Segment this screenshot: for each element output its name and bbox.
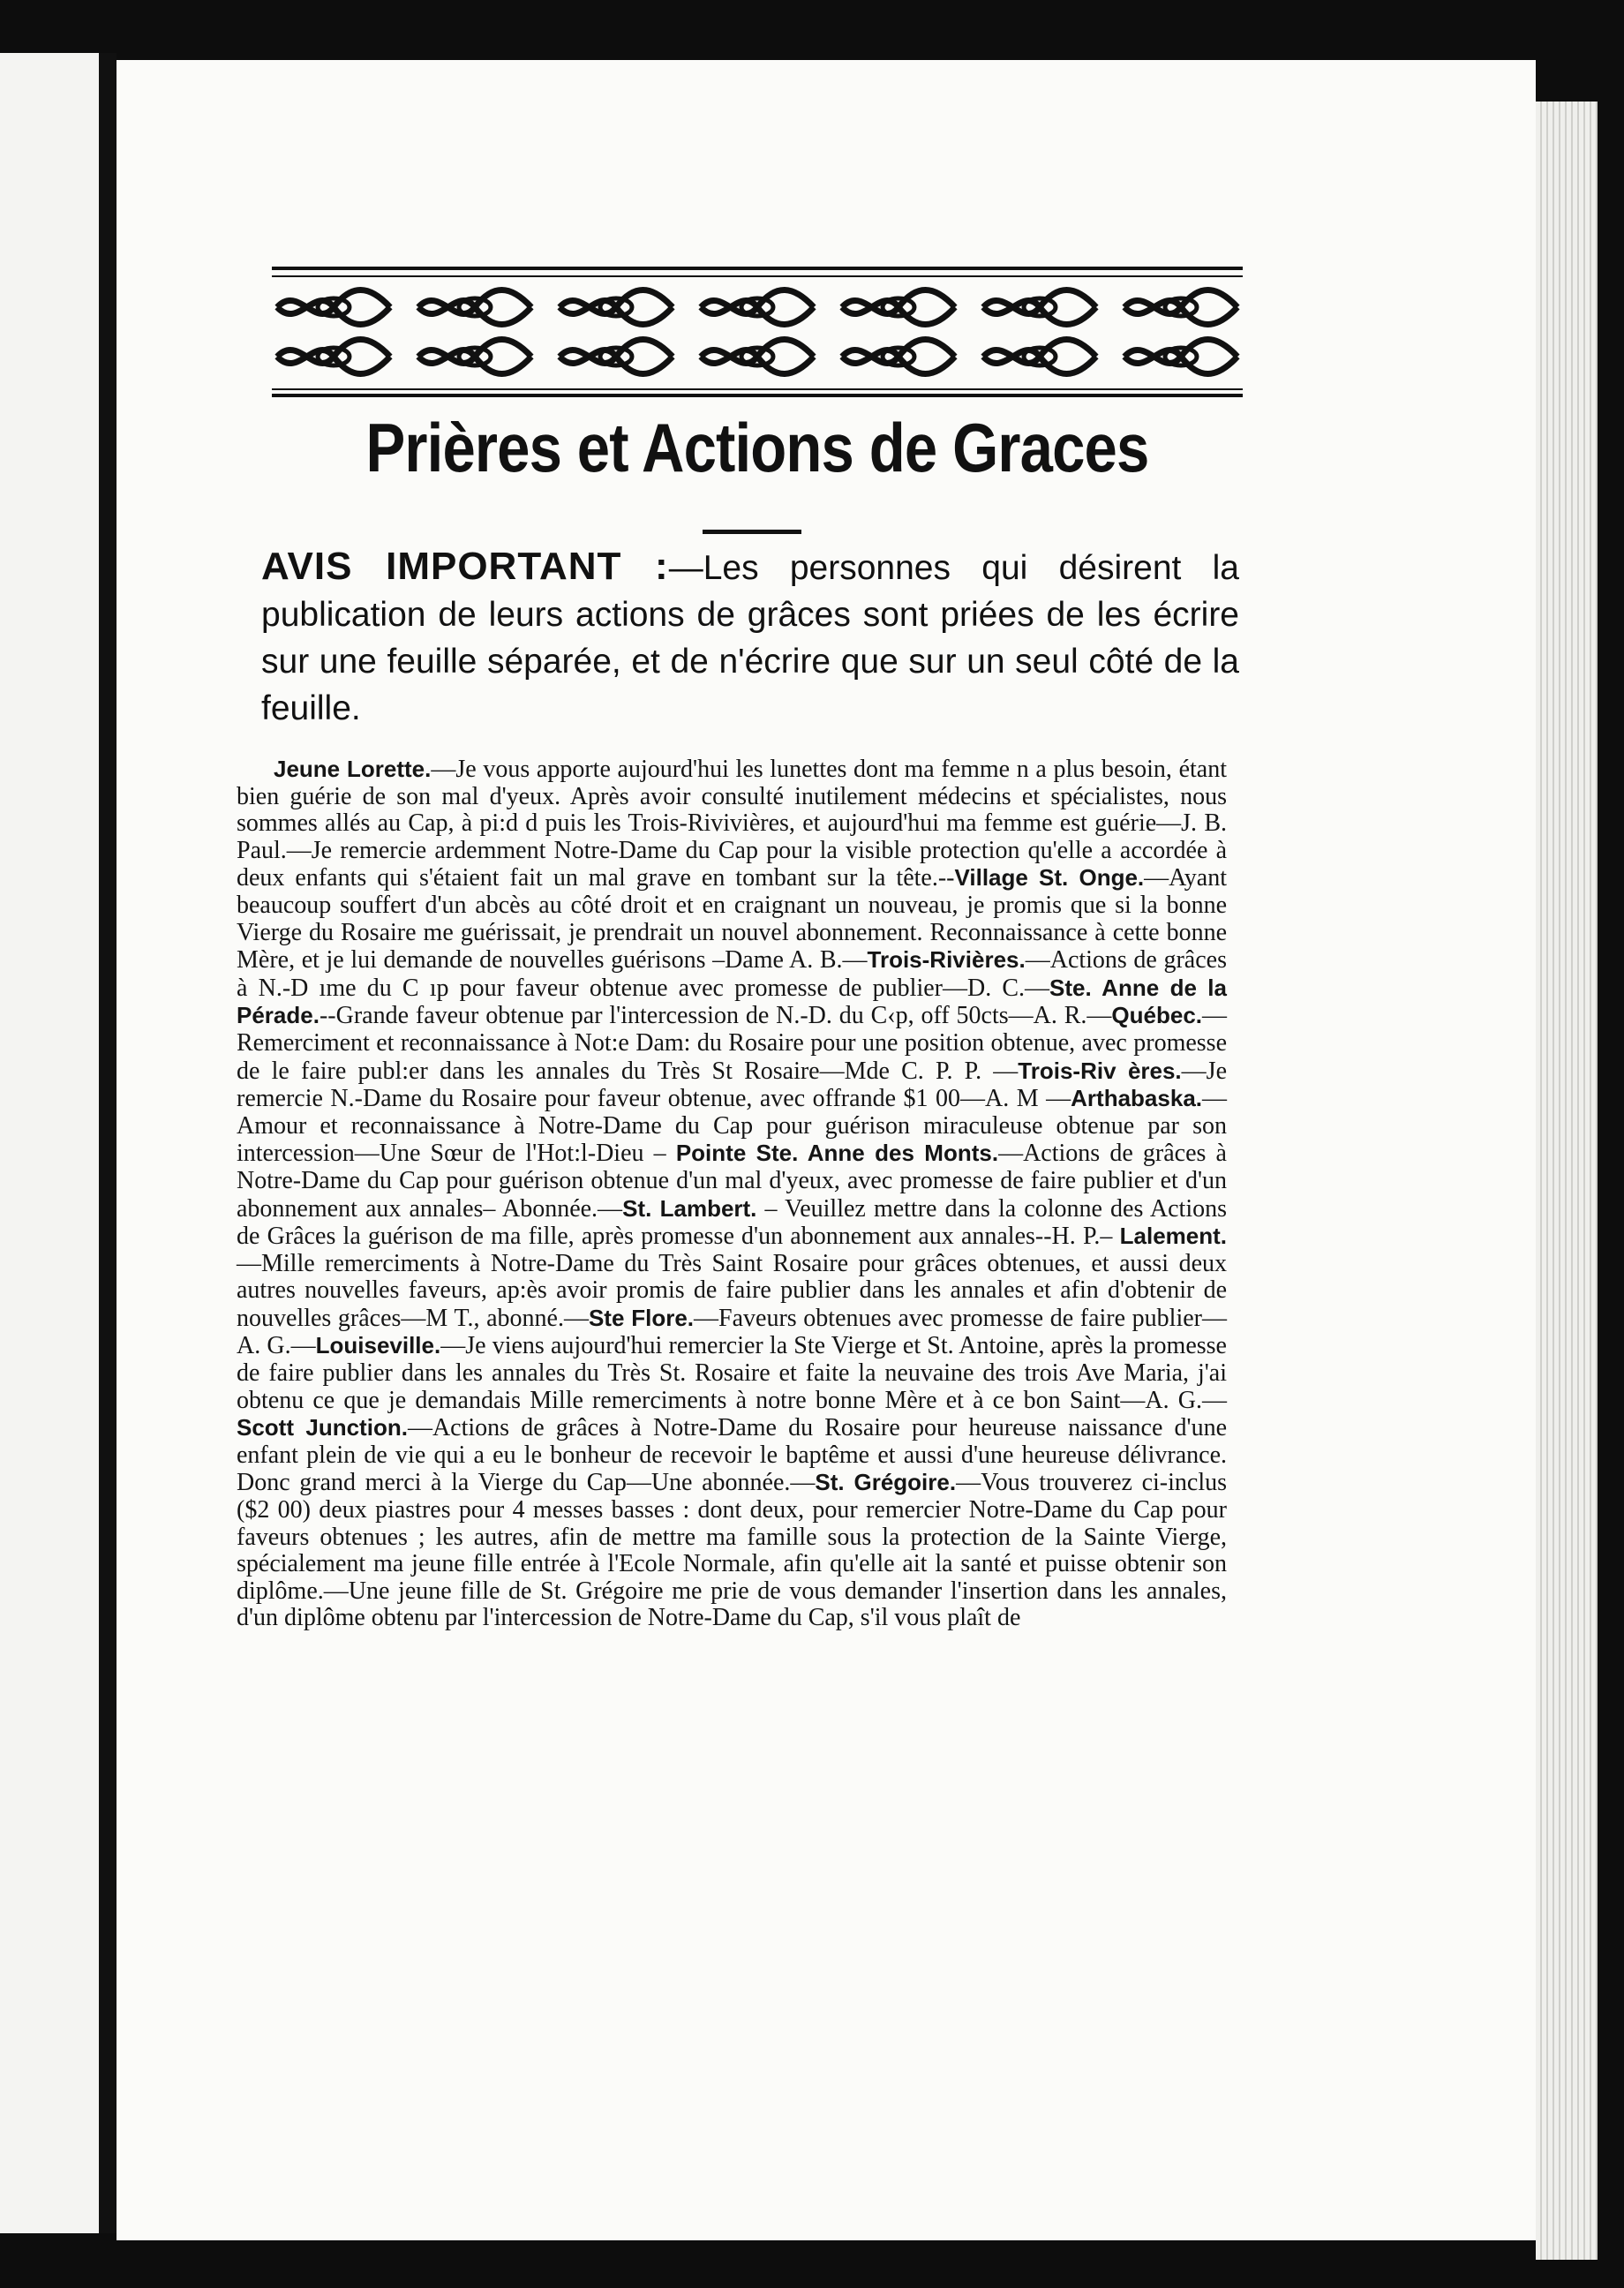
page-title: Prières et Actions de Graces [365,409,1149,486]
entry-place-name: Louiseville. [315,1332,441,1359]
top-rule [272,267,1243,270]
title-underline [703,530,801,534]
entry-text: —Remerciment et reconnaissance à Not:e Dam: du Rosaire pour une position obtenue, avec promesse de le faire publ:er dans les annales du Très St Rosaire—Mde C. P. P. — [237,1002,1227,1085]
ornament-knot-icon [695,282,819,381]
entry-place-name: Pointe Ste. Anne des Monts. [675,1140,999,1167]
entry-text: – Veuillez mettre dans la colonne des Actions de Grâces la guérison de ma fille, après promesse d'un abonnement aux annales--H. P.– [237,1194,1228,1251]
facing-page-edge [0,53,99,2233]
entry-text: —Actions de grâces à N.-D ıme du C ıp pour faveur obtenue avec promesse de publier—D. C.— [237,946,1227,1002]
bottom-rule-thin [272,388,1243,390]
entry-text: —Vous trouverez ci-inclus ($2 00) deux piastres pour 4 messes basses : dont deux, pour remercier Notre-Dame du Cap pour faveurs obtenues ; les autres, afin de mettre ma famille sous la protection de la Sainte Vierge, spécialement ma jeune fille entrée à l'Ecole Normale, afin qu'elle ait la santé et puisse obtenir son diplôme.—Une jeune fille de St. Grégoire me prie de vous demander l'insertion dans les annales, d'un diplôme obtenu par l'intercession de Notre-Dame du Cap, s'il vous plaît de [237,1469,1228,1632]
entry-place-name: Québec. [1111,1002,1202,1029]
ornament-knot-icon [837,282,960,381]
ornament-knot-icon [1119,282,1243,381]
entry-text: —Je viens aujourd'hui remercier la Ste Vierge et St. Antoine, après la promesse de faire publier dans les annales du Très St. Rosaire et faite la neuvaine des trois Ave Maria, j'ai obtenu ce que je demandais Mille remerciments à notre bonne Mère et à ce bon Saint—A. G.— [237,1332,1227,1414]
notice-text: —Les personnes qui désirent la publication de leurs actions de grâces sont priées de les écrire sur une feuille séparée, et de n'écrire que sur un seul côté de la feuille. [261,549,1239,727]
entry-text: —Mille remerciments à Notre-Dame du Très Saint Rosaire pour grâces obtenues, et aussi deux autres nouvelles faveurs, ap:ès avoir promis de faire publier dans les annales et afin d'obtenir de nouvelles grâces—M T., abonné.— [237,1249,1227,1332]
bottom-rule [272,394,1243,397]
entry-place-name: Ste Flore. [588,1304,695,1331]
ornament-knot-icon [978,282,1101,381]
entry-place-name: Lalement. [1119,1223,1227,1250]
entry-place-name: St. Lambert. [622,1194,757,1222]
entry-place-name: Ste. Anne de la Pérade. [237,974,1227,1029]
page-block-edges [1536,102,1598,2260]
entry-text: —Ayant beaucoup souffert d'un abcès au côté droit et en craignant un nouveau, je promis que si la bonne Vierge du Rosaire me guérissait, je prendrait un nouvel abonnement. Reconnaissance à cette bonne Mère, et je lui demande de nouvelles guérisons –Dame A. B.— [237,864,1227,975]
entry-place-name: Jeune Lorette. [274,756,432,782]
ornament-row [272,282,1243,381]
entry-text: —Amour et reconnaissance à Notre-Dame du Cap pour guérison miraculeuse obtenue par son intercession—Une Sœur de l'Hot:l-Dieu – [237,1085,1227,1168]
entry-text: —Faveurs obtenues avec promesse de faire publier—A. G.— [237,1304,1227,1360]
entry-text: —Actions de grâces à Notre-Dame du Rosaire pour heureuse naissance d'une enfant plein de vie qui a eu le bonheur de recevoir le baptême et aussi d'une heureuse délivrance. Donc grand merci à la Vierge du Cap—Une abonnée.— [237,1414,1227,1497]
entry-text: —Je remercie N.-Dame du Rosaire pour faveur obtenue, avec offrande $1 00—A. M — [237,1057,1227,1113]
top-rule-thin [272,275,1243,277]
decorative-header-band [272,267,1243,399]
important-notice [261,543,1239,732]
entry-text: —Je vous apporte aujourd'hui les lunettes dont ma femme n a plus besoin, étant bien guérie de son mal d'yeux. Après avoir consulté inutilement médecins et spécialistes, nous sommes allés au Cap, à pi:d d puis les Trois-Rivivières, et aujourd'hui ma femme est guérie—J. B. Paul.—Je remercie ardemment Notre-Dame du Cap pour la visible protection qu'elle a accordée à deux enfants qui s'étaient fait un mal grave en tombant sur la tête.-- [237,756,1227,892]
entry-place-name: Trois-Riv ères. [1018,1057,1182,1084]
entry-place-name: St. Grégoire. [815,1469,957,1496]
thanksgiving-entries [237,756,1227,1632]
entry-text: —Actions de grâces à Notre-Dame du Cap pour guérison obtenue d'un mal d'yeux, avec promesse de faire publier et d'un abonnement aux annales– Abonnée.— [237,1140,1227,1223]
book-gutter [99,53,117,2233]
entry-text: --Grande faveur obtenue par l'intercession de N.-D. du C‹p, off 50cts—A. R.— [319,1002,1112,1030]
ornament-knot-icon [554,282,678,381]
entry-place-name: Trois-Rivières. [867,946,1026,974]
ornament-knot-icon [413,282,537,381]
entry-place-name: Scott Junction. [237,1414,408,1441]
notice-heading: AVIS IMPORTANT : [261,545,669,588]
ornament-knot-icon [272,282,395,381]
entry-place-name: Arthabaska. [1071,1085,1202,1112]
entry-place-name: Village St. Onge. [954,864,1145,892]
